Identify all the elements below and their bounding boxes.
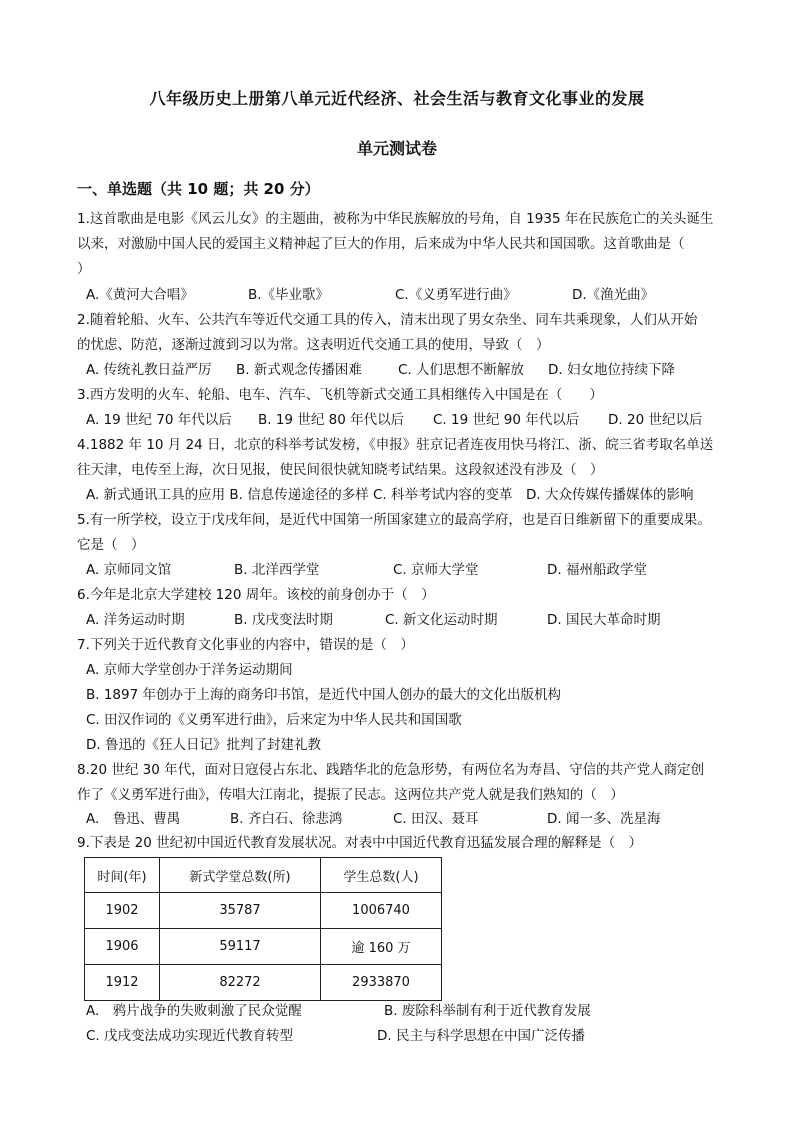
table-cell: 59117: [160, 929, 321, 965]
question-line: 1.这首歌曲是电影《风云儿女》的主题曲，被称为中华民族解放的号角，自 1935 年在民族危亡的关头诞生: [77, 211, 714, 227]
table-row: [85, 929, 442, 965]
table-header: 时间(年): [85, 858, 160, 893]
question-4-options[interactable]: A. 新式通讯工具的应用 B. 信息传递途径的多样 C. 科举考试内容的变革 D. 大众传媒传播媒体的影响: [86, 487, 694, 503]
table-row: [85, 965, 442, 1001]
question-8: [77, 758, 722, 808]
option-c[interactable]: C. 新文化运动时期: [385, 612, 498, 628]
option-b[interactable]: B. 1897 年创办于上海的商务印书馆，是近代中国人创办的最大的文化出版机构: [86, 687, 561, 703]
option-b[interactable]: B. 齐白石、徐悲鸿: [230, 811, 343, 827]
question-3: [77, 383, 722, 408]
question-line: 的忧虑、防范，逐渐过渡到习以为常。这表明近代交通工具的使用，导致（ ）: [77, 337, 550, 353]
option-c[interactable]: C. 田汉、聂耳: [393, 811, 479, 827]
question-7: [77, 633, 722, 658]
option-b[interactable]: B. 废除科举制有利于近代教育发展: [384, 1003, 591, 1019]
question-6-options: [86, 608, 726, 633]
document-subtitle: 单元测试卷: [356, 139, 437, 158]
option-c[interactable]: C.《义勇军进行曲》: [395, 287, 517, 303]
option-d[interactable]: D. 闻一多、冼星海: [547, 811, 661, 827]
table-cell: 82272: [160, 965, 321, 1001]
table-header: 学生总数(人): [321, 858, 442, 893]
option-d[interactable]: D.《渔光曲》: [572, 287, 655, 303]
question-6: [77, 583, 722, 608]
table-cell: 逾 160 万: [321, 929, 442, 965]
option-b[interactable]: B.《毕业歌》: [248, 287, 330, 303]
question-2: [77, 308, 722, 358]
option-b[interactable]: B. 19 世纪 80 年代以后: [258, 412, 405, 428]
question-line: 作了《义勇军进行曲》，传唱大江南北，提振了民志。这两位共产党人就是我们熟知的（ ）: [77, 787, 624, 803]
question-5: [77, 508, 722, 558]
option-d[interactable]: D. 20 世纪以后: [608, 412, 703, 428]
question-line: 8.20 世纪 30 年代，面对日寇侵占东北、践踏华北的危急形势，有两位名为寿昌、守信的共产党人商定创: [77, 762, 705, 778]
question-1: [77, 207, 722, 282]
table-cell: 2933870: [321, 965, 442, 1001]
question-line: 2.随着轮船、火车、公共汽车等近代交通工具的传入，清末出现了男女杂坐、同车共乘现象，人们从开始: [77, 312, 698, 328]
table-cell: 1912: [85, 965, 160, 1001]
option-a[interactable]: A. 洋务运动时期: [86, 612, 185, 628]
question-1-options: [86, 283, 726, 308]
education-table: [84, 857, 442, 1001]
option-c[interactable]: C. 田汉作词的《义勇军进行曲》，后来定为中华人民共和国国歌: [86, 712, 462, 728]
question-line: 往天津，电传至上海，次日见报，使民间很快就知晓考试结果。这段叙述没有涉及（ ）: [77, 462, 604, 478]
option-c[interactable]: C. 京师大学堂: [393, 562, 479, 578]
question-8-options: [86, 807, 726, 832]
question-line: 5.有一所学校，设立于戊戌年间，是近代中国第一所国家建立的最高学府，也是百日维新留下的重要成果。: [77, 512, 711, 528]
question-9-options-row2: [86, 1024, 726, 1049]
question-4: [77, 433, 722, 483]
option-d[interactable]: D. 妇女地位持续下降: [548, 362, 675, 378]
question-line: 7.下列关于近代教育文化事业的内容中，错误的是（ ）: [77, 637, 414, 653]
option-a[interactable]: A.《黄河大合唱》: [86, 287, 194, 303]
table-cell: 1906: [85, 929, 160, 965]
question-line: 以来，对激励中国人民的爱国主义精神起了巨大的作用，后来成为中华人民共和国国歌。这首歌曲是（: [77, 236, 685, 252]
option-a[interactable]: A. 京师同文馆: [86, 562, 172, 578]
option-d[interactable]: D. 民主与科学思想在中国广泛传播: [377, 1028, 585, 1044]
table-cell: 1902: [85, 893, 160, 929]
document-title: 八年级历史上册第八单元近代经济、社会生活与教育文化事业的发展: [149, 89, 645, 108]
option-b[interactable]: B. 北洋西学堂: [234, 562, 320, 578]
question-line: ）: [77, 261, 91, 277]
option-c[interactable]: C. 19 世纪 90 年代以后: [433, 412, 580, 428]
option-a[interactable]: A. 传统礼教日益严厉: [86, 362, 212, 378]
option-a[interactable]: A. 鲁迅、曹禺: [86, 811, 181, 827]
question-9: [77, 831, 722, 856]
option-d[interactable]: D. 福州船政学堂: [547, 562, 647, 578]
question-line: 6.今年是北京大学建校 120 周年。该校的前身创办于（ ）: [77, 587, 435, 603]
question-line: 它是（ ）: [77, 537, 145, 553]
question-line: 4.1882 年 10 月 24 日，北京的科举考试发榜，《申报》驻京记者连夜用快马将江、浙、皖三省考取名单送: [77, 437, 714, 453]
table-cell: 1006740: [321, 893, 442, 929]
option-b[interactable]: B. 新式观念传播困难: [236, 362, 362, 378]
option-d[interactable]: D. 鲁迅的《狂人日记》批判了封建礼教: [86, 737, 321, 753]
option-a[interactable]: A. 京师大学堂创办于洋务运动期间: [86, 662, 293, 678]
question-line: 3.西方发明的火车、轮船、电车、汽车、飞机等新式交通工具相继传入中国是在（ ）: [77, 387, 603, 403]
question-line: 9.下表是 20 世纪初中国近代教育发展状况。对表中中国近代教育迅猛发展合理的解释是（ ）: [77, 835, 643, 851]
section-heading: 一、单选题（共 10 题；共 20 分）: [77, 180, 320, 198]
option-b[interactable]: B. 戊戌变法时期: [234, 612, 333, 628]
question-5-options: [86, 558, 726, 583]
option-a[interactable]: A. 19 世纪 70 年代以后: [86, 412, 232, 428]
question-3-options: [86, 408, 726, 433]
question-9-options-row1: [86, 999, 726, 1024]
option-d[interactable]: D. 国民大革命时期: [547, 612, 661, 628]
table-cell: 35787: [160, 893, 321, 929]
table-header-row: [85, 858, 442, 893]
option-c[interactable]: C. 戊戌变法成功实现近代教育转型: [86, 1028, 294, 1044]
table-row: [85, 893, 442, 929]
question-2-options: [86, 358, 726, 383]
table-header: 新式学堂总数(所): [160, 858, 321, 893]
option-a[interactable]: A. 鸦片战争的失败刺激了民众觉醒: [86, 1003, 302, 1019]
option-c[interactable]: C. 人们思想不断解放: [398, 362, 525, 378]
